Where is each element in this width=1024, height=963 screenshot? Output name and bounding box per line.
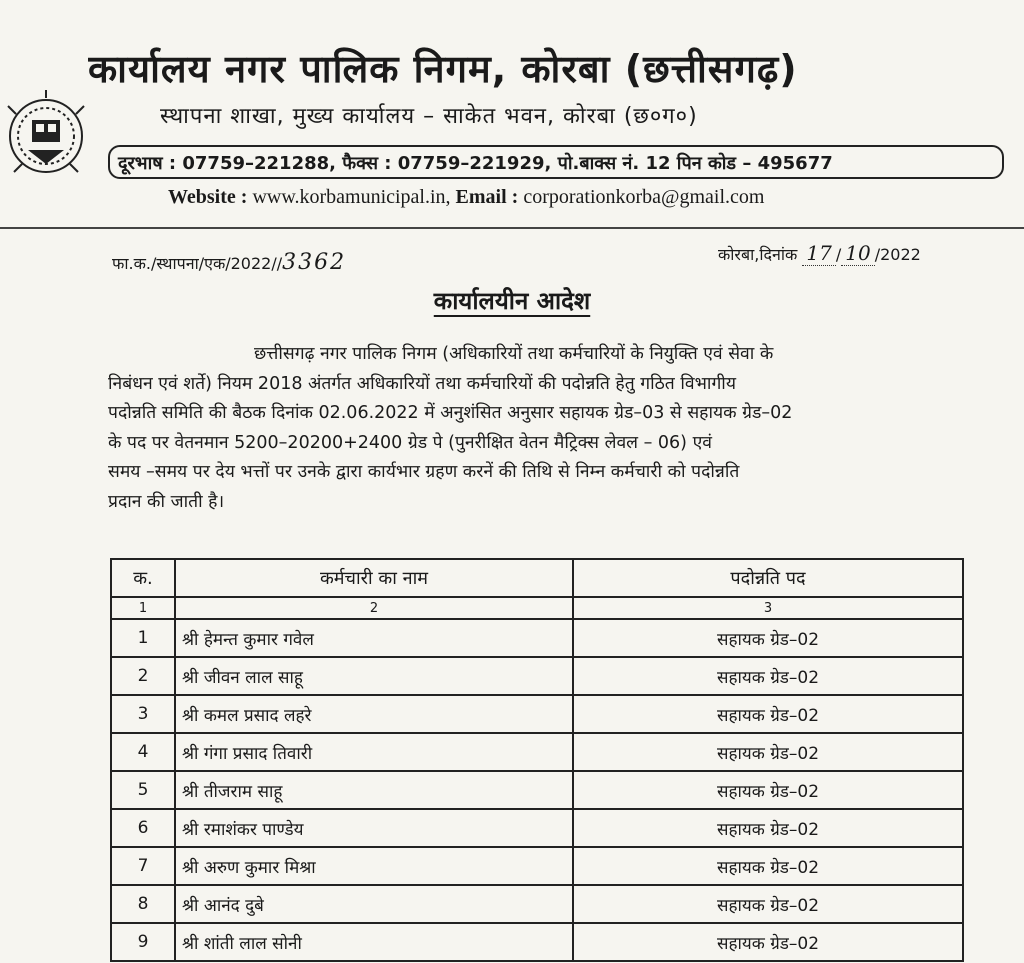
table-row: [111, 923, 963, 961]
promoted-post-cell: सहायक ग्रेड–02: [573, 733, 963, 771]
employee-name-cell: श्री आनंद दुबे: [175, 885, 573, 923]
promoted-post-cell: सहायक ग्रेड–02: [573, 809, 963, 847]
employee-name-cell: श्री अरुण कुमार मिश्रा: [175, 847, 573, 885]
header-serial: क.: [111, 559, 175, 597]
employee-name-cell: श्री जीवन लाल साहू: [175, 657, 573, 695]
date-year: /2022: [874, 245, 921, 264]
order-body-line: छत्तीसगढ़ नगर पालिक निगम (अधिकारियों तथा कर्मचारियों के नियुक्ति एवं सेवा के: [254, 344, 774, 364]
serial-cell: 3: [111, 695, 175, 733]
table-header-row: [111, 559, 963, 597]
office-subtitle: स्थापना शाखा, मुख्य कार्यालय – साकेत भवन, कोरबा (छ०ग०): [160, 104, 698, 129]
date-day: 17: [802, 241, 835, 266]
website-link[interactable]: www.korbamunicipal.in,: [252, 186, 451, 208]
office-title: कार्यालय नगर पालिक निगम, कोरबा (छत्तीसगढ़): [88, 47, 798, 91]
employee-name-cell: श्री हेमन्त कुमार गवेल: [175, 619, 573, 657]
promoted-post-cell: सहायक ग्रेड–02: [573, 923, 963, 961]
header-promoted-post: पदोन्नति पद: [573, 559, 963, 597]
employee-name-cell: श्री तीजराम साहू: [175, 771, 573, 809]
serial-cell: 5: [111, 771, 175, 809]
index-cell: 3: [573, 597, 963, 619]
promoted-post-cell: सहायक ग्रेड–02: [573, 657, 963, 695]
index-cell: 1: [111, 597, 175, 619]
table-row: [111, 695, 963, 733]
promoted-post-cell: सहायक ग्रेड–02: [573, 847, 963, 885]
order-body: [108, 340, 1020, 517]
table-row: [111, 733, 963, 771]
file-reference-number: 3362: [282, 250, 347, 275]
table-row: [111, 847, 963, 885]
date-prefix: कोरबा,दिनांक: [718, 245, 798, 264]
date-month: 10: [841, 241, 874, 266]
file-reference: [112, 250, 346, 275]
index-cell: 2: [175, 597, 573, 619]
table-row: [111, 619, 963, 657]
promoted-post-cell: सहायक ग्रेड–02: [573, 619, 963, 657]
promoted-post-cell: सहायक ग्रेड–02: [573, 771, 963, 809]
table-row: [111, 771, 963, 809]
order-body-line: प्रदान की जाती है।: [108, 491, 225, 512]
order-body-line: पदोन्नति समिति की बैठक दिनांक 02.06.2022 में अनुशंसित अनुसार सहायक ग्रेड–03 से सहायक ग्रेड–02: [108, 403, 793, 423]
serial-cell: 6: [111, 809, 175, 847]
header-employee-name: कर्मचारी का नाम: [175, 559, 573, 597]
website-email-line: [168, 186, 1008, 209]
order-body-line: समय –समय पर देय भत्तों पर उनके द्वारा कार्यभार ग्रहण करनें की तिथि से निम्न कर्मचारी को पदोन्नति: [108, 462, 740, 482]
serial-cell: 9: [111, 923, 175, 961]
table-row: [111, 809, 963, 847]
employee-name-cell: श्री गंगा प्रसाद तिवारी: [175, 733, 573, 771]
order-date: कोरबा,दिनांक 17 / 10 /2022: [718, 241, 921, 265]
promoted-post-cell: सहायक ग्रेड–02: [573, 885, 963, 923]
serial-cell: 1: [111, 619, 175, 657]
contact-details: दूरभाष : 07759–221288, फैक्स : 07759–221929, पो.बाक्स नं. 12 पिन कोड – 495677: [108, 145, 1004, 179]
promoted-post-cell: सहायक ग्रेड–02: [573, 695, 963, 733]
website-label: Website :: [168, 186, 248, 208]
serial-cell: 4: [111, 733, 175, 771]
employee-name-cell: श्री कमल प्रसाद लहरे: [175, 695, 573, 733]
municipal-emblem-icon: [2, 84, 94, 194]
header-divider: [0, 227, 1024, 229]
employee-name-cell: श्री रमाशंकर पाण्डेय: [175, 809, 573, 847]
serial-cell: 7: [111, 847, 175, 885]
serial-cell: 8: [111, 885, 175, 923]
order-body-line: निबंधन एवं शर्ते) नियम 2018 अंतर्गत अधिकारियों तथा कर्मचारियों की पदोन्नति हेतु गठित विभागीय: [108, 373, 736, 394]
promotion-table: [110, 558, 964, 962]
table-row: [111, 657, 963, 695]
order-heading: [0, 284, 1024, 317]
email-label: Email :: [455, 186, 519, 208]
email-link[interactable]: corporationkorba@gmail.com: [523, 186, 765, 208]
table-row: [111, 885, 963, 923]
employee-name-cell: श्री शांती लाल सोनी: [175, 923, 573, 961]
table-index-row: [111, 597, 963, 619]
file-reference-prefix: फा.क./स्थापना/एक/2022//: [112, 254, 283, 273]
serial-cell: 2: [111, 657, 175, 695]
order-heading-text: कार्यालयीन आदेश: [433, 287, 591, 315]
order-body-line: के पद पर वेतनमान 5200–20200+2400 ग्रेड पे (पुनरीक्षित वेतन मैट्रिक्स लेवल – 06) एवं: [108, 432, 712, 453]
